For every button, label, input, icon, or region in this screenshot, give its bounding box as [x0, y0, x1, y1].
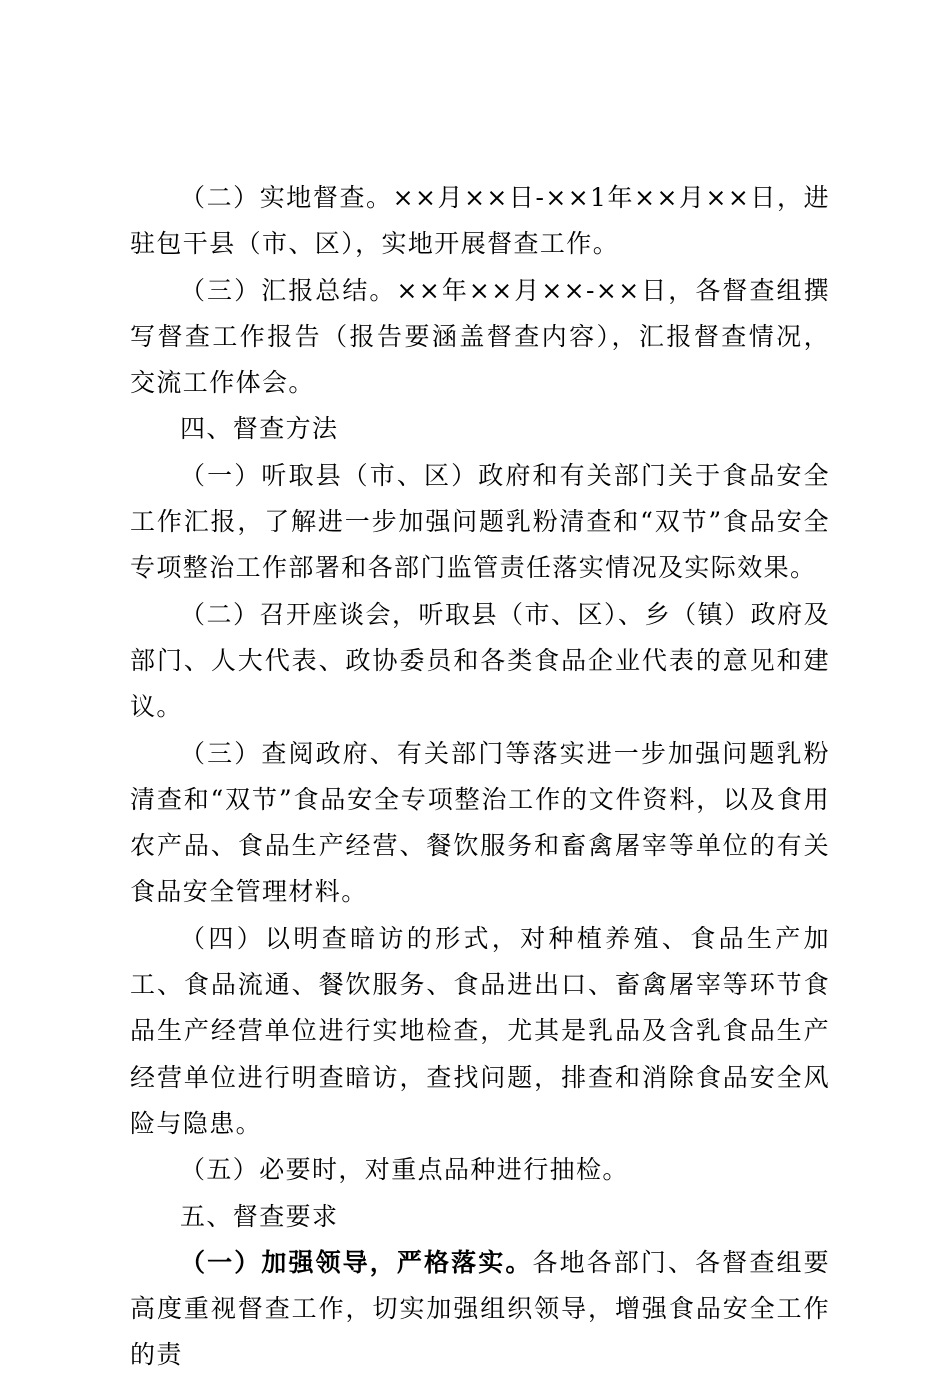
section-heading-methods: 四、督查方法	[180, 414, 339, 444]
paragraph-requirement-1	[130, 1240, 830, 1379]
section-heading-requirements: 五、督查要求	[180, 1201, 339, 1231]
paragraph-field-inspection: （二）实地督查。××月××日-××1年××月××日，进驻包干县（市、区），实地开展督查工作。	[130, 183, 830, 259]
paragraph-method-3: （三）查阅政府、有关部门等落实进一步加强问题乳粉清查和“双节”食品安全专项整治工作的文件资料，以及食用农产品、食品生产经营、餐饮服务和畜禽屠宰等单位的有关食品安全管理材料。	[130, 738, 830, 907]
requirement-1-text: 各地各部门、各督查组要高度重视督查工作，切实加强组织领导，增强食品安全工作的责	[130, 1247, 830, 1370]
paragraph-method-4: （四）以明查暗访的形式，对种植养殖、食品生产加工、食品流通、餐饮服务、食品进出口、畜禽屠宰等环节食品生产经营单位进行实地检查，尤其是乳品及含乳食品生产经营单位进行明查暗访，查找问题，排查和消除食品安全风险与隐患。	[130, 923, 830, 1138]
paragraph-method-2: （二）召开座谈会，听取县（市、区）、乡（镇）政府及部门、人大代表、政协委员和各类食品企业代表的意见和建议。	[130, 599, 830, 722]
document-page	[130, 175, 830, 1379]
paragraph-report-summary: （三）汇报总结。××年××月××-××日，各督查组撰写督查工作报告（报告要涵盖督查内容），汇报督查情况，交流工作体会。	[130, 275, 830, 398]
paragraph-method-1: （一）听取县（市、区）政府和有关部门关于食品安全工作汇报，了解进一步加强问题乳粉清查和“双节”食品安全专项整治工作部署和各部门监管责任落实情况及实际效果。	[130, 460, 830, 583]
paragraph-method-5: （五）必要时，对重点品种进行抽检。	[180, 1155, 629, 1185]
requirement-1-lead: （一）加强领导，严格落实。	[180, 1247, 533, 1277]
